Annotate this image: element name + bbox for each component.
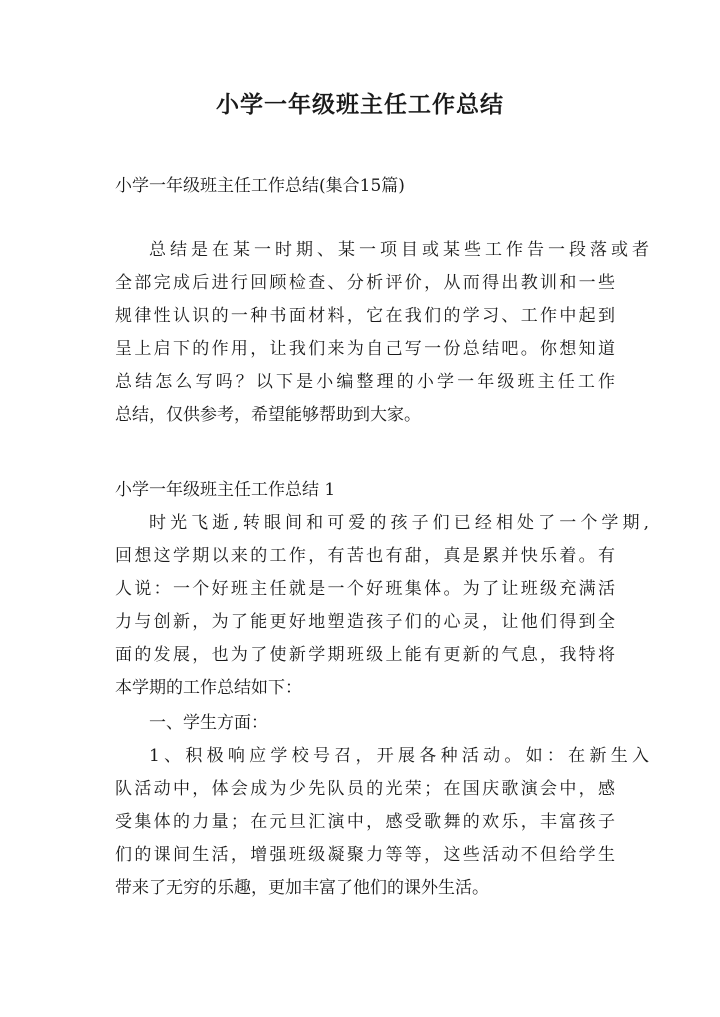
document-title: 小学一年级班主任工作总结 — [216, 92, 504, 118]
body-line: 本学期的工作总结如下： — [115, 678, 302, 698]
section-heading: 小学一年级班主任工作总结 1 — [115, 480, 336, 500]
body-line: 面的发展，也为了使新学期班级上能有更新的气息，我特将 — [115, 645, 615, 665]
body-line: 1、积极响应学校号召，开展各种活动。如：在新生入 — [149, 746, 649, 766]
intro-line: 规律性认识的一种书面材料，它在我们的学习、工作中起到 — [115, 306, 615, 326]
body-line: 力与创新，为了能更好地塑造孩子们的心灵，让他们得到全 — [115, 612, 615, 632]
intro-line: 总结是在某一时期、某一项目或某些工作告一段落或者 — [149, 240, 649, 260]
body-line: 回想这学期以来的工作，有苦也有甜，真是累并快乐着。有 — [115, 546, 615, 566]
body-line: 队活动中，体会成为少先队员的光荣；在国庆歌演会中，感 — [115, 779, 615, 799]
body-line: 们的课间生活，增强班级凝聚力等等，这些活动不但给学生 — [115, 845, 615, 865]
body-line: 受集体的力量；在元旦汇演中，感受歌舞的欢乐，丰富孩子 — [115, 812, 615, 832]
intro-line: 全部完成后进行回顾检查、分析评价，从而得出教训和一些 — [115, 273, 615, 293]
body-line: 带来了无穷的乐趣，更加丰富了他们的课外生活。 — [115, 878, 489, 898]
intro-line: 总结，仅供参考，希望能够帮助到大家。 — [115, 405, 421, 425]
intro-line: 总结怎么写吗？以下是小编整理的小学一年级班主任工作 — [115, 372, 615, 392]
subheading-students: 一、学生方面： — [149, 713, 268, 733]
document-subtitle: 小学一年级班主任工作总结(集合15篇) — [115, 176, 405, 196]
body-line: 人说：一个好班主任就是一个好班集体。为了让班级充满活 — [115, 579, 615, 599]
intro-line: 呈上启下的作用，让我们来为自己写一份总结吧。你想知道 — [115, 339, 615, 359]
body-line: 时光飞逝,转眼间和可爱的孩子们已经相处了一个学期, — [149, 513, 649, 533]
